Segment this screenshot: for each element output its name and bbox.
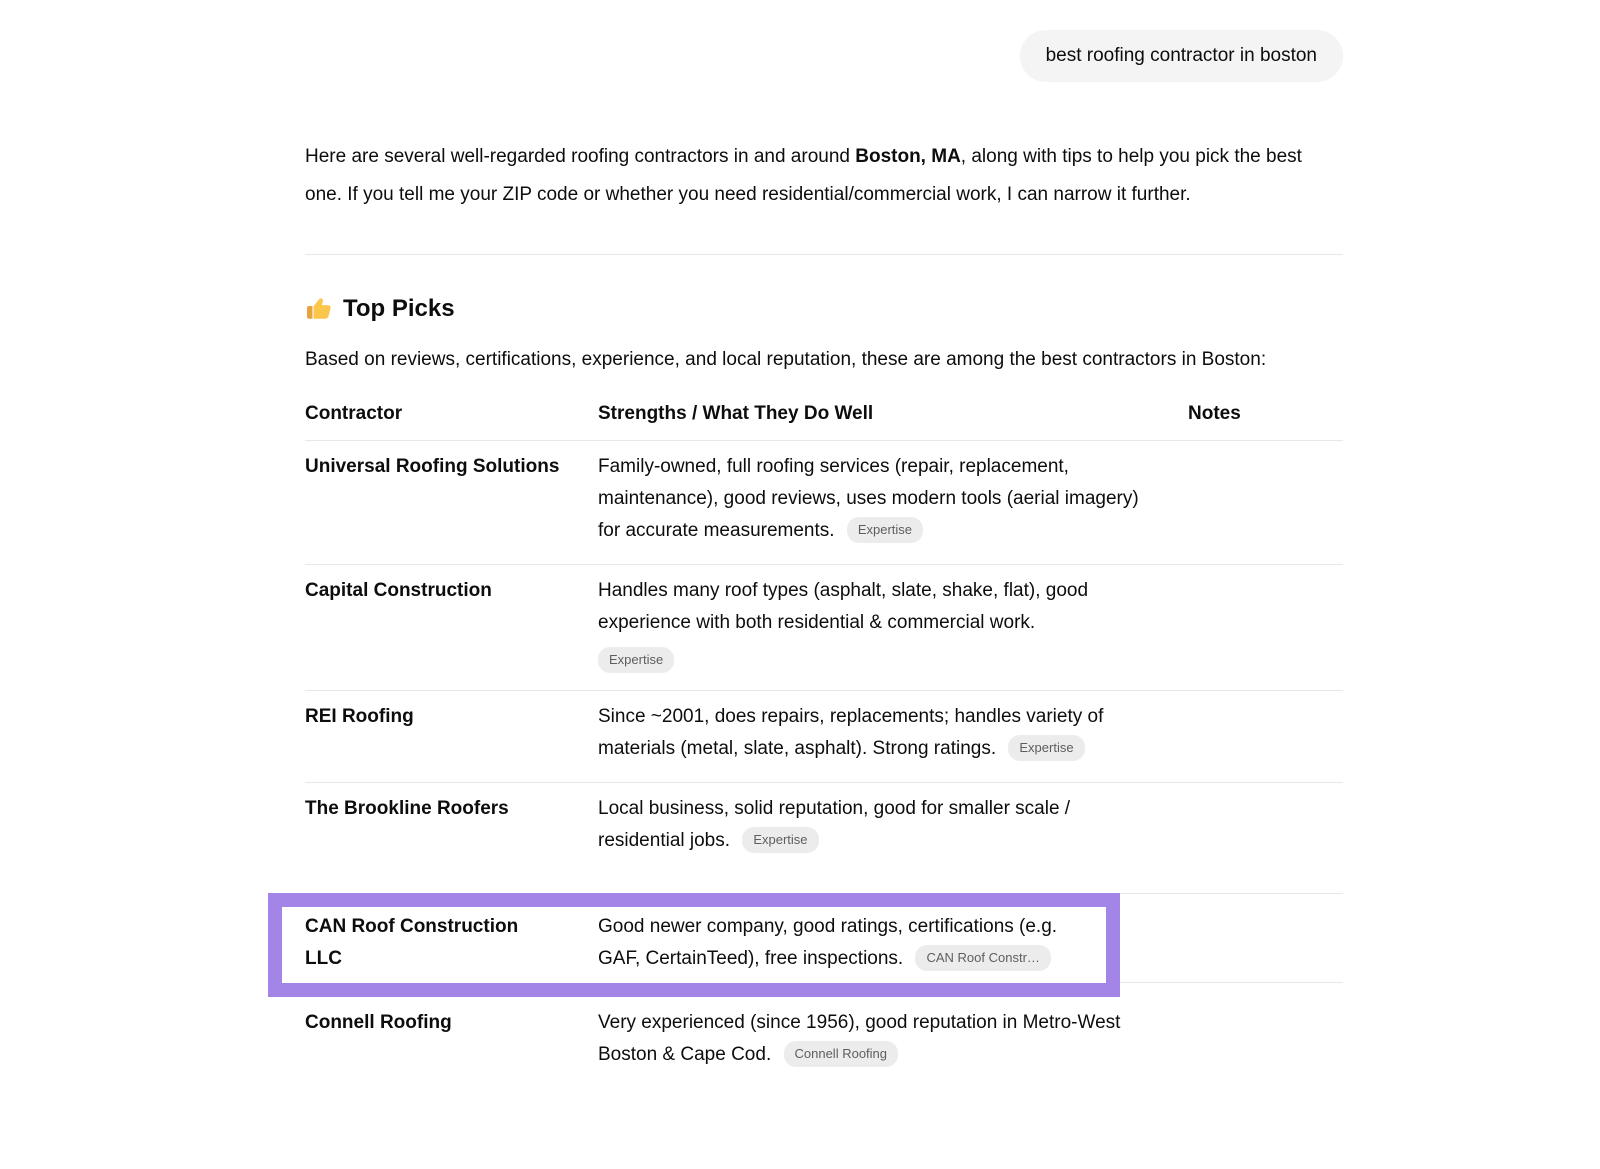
contractor-name: The Brookline Roofers [305,798,509,819]
source-badge[interactable]: Expertise [742,827,818,853]
assistant-intro-paragraph [305,138,1343,214]
highlight-annotation-box [268,893,1120,997]
strengths-cell [598,575,1188,673]
strengths-cell [598,911,1106,975]
table-row [305,911,1106,975]
table-row [305,565,1343,691]
notes-cell [1188,451,1343,547]
source-badge[interactable]: Expertise [1008,735,1084,761]
section-heading [305,293,1343,325]
thumbs-up-emoji-icon [305,295,333,323]
contractor-name: CAN Roof Construction LLC [305,916,519,969]
intro-text-start: Here are several well-regarded roofing contractors in and around [305,146,856,167]
section-subtitle: Based on reviews, certifications, experience, and local reputation, these are among the best contractors in Boston: [305,349,1267,370]
table-header-row [305,398,1343,441]
contractor-name: Universal Roofing Solutions [305,456,560,477]
source-badge[interactable]: Connell Roofing [784,1041,899,1067]
source-badge[interactable]: CAN Roof Constr… [915,945,1050,971]
strengths-text: Good newer company, good ratings, certifications (e.g. GAF, CertainTeed), free inspections. [598,916,1058,969]
section-title: Top Picks [343,295,455,322]
header-contractor: Contractor [305,403,403,424]
notes-cell [1188,1007,1343,1071]
table-body [305,441,1343,1088]
contractor-name: Connell Roofing [305,1012,452,1033]
strengths-cell [598,701,1188,765]
notes-cell [1188,701,1343,765]
strengths-text: Local business, solid reputation, good for smaller scale / residential jobs. [598,798,1071,851]
notes-cell [1188,575,1343,673]
strengths-cell [598,793,1188,857]
source-badge[interactable]: Expertise [598,647,674,673]
chat-page [305,0,1343,1088]
strengths-text: Family-owned, full roofing services (repair, replacement, maintenance), good reviews, uses modern tools (aerial imagery) for accurate measurements. [598,456,1139,541]
contractors-table [305,398,1343,1088]
strengths-cell [598,1007,1188,1071]
strengths-cell [598,451,1188,547]
table-row [305,997,1343,1088]
notes-cell [1188,793,1343,857]
strengths-text: Since ~2001, does repairs, replacements; handles variety of materials (metal, slate, asphalt). Strong ratings. [598,706,1104,759]
source-badge[interactable]: Expertise [847,517,923,543]
table-row [305,783,1343,874]
contractor-name: REI Roofing [305,706,414,727]
intro-text-end: , along with tips to help you pick the best one. If you tell me your ZIP code or whether you need residential/commercial work, I can narrow it further. [305,146,1302,205]
user-message-bubble: best roofing contractor in boston [1020,30,1343,82]
intro-bold-location: Boston, MA [855,146,961,167]
strengths-text: Handles many roof types (asphalt, slate, shake, flat), good experience with both residential & commercial work. [598,580,1089,633]
user-message-row [305,0,1343,82]
strengths-text: Very experienced (since 1956), good reputation in Metro-West Boston & Cape Cod. [598,1012,1121,1065]
table-row [305,441,1343,565]
contractor-name: Capital Construction [305,580,492,601]
table-row [305,691,1343,783]
header-strengths: Strengths / What They Do Well [598,403,874,424]
header-notes: Notes [1188,403,1241,424]
section-divider [305,254,1343,255]
